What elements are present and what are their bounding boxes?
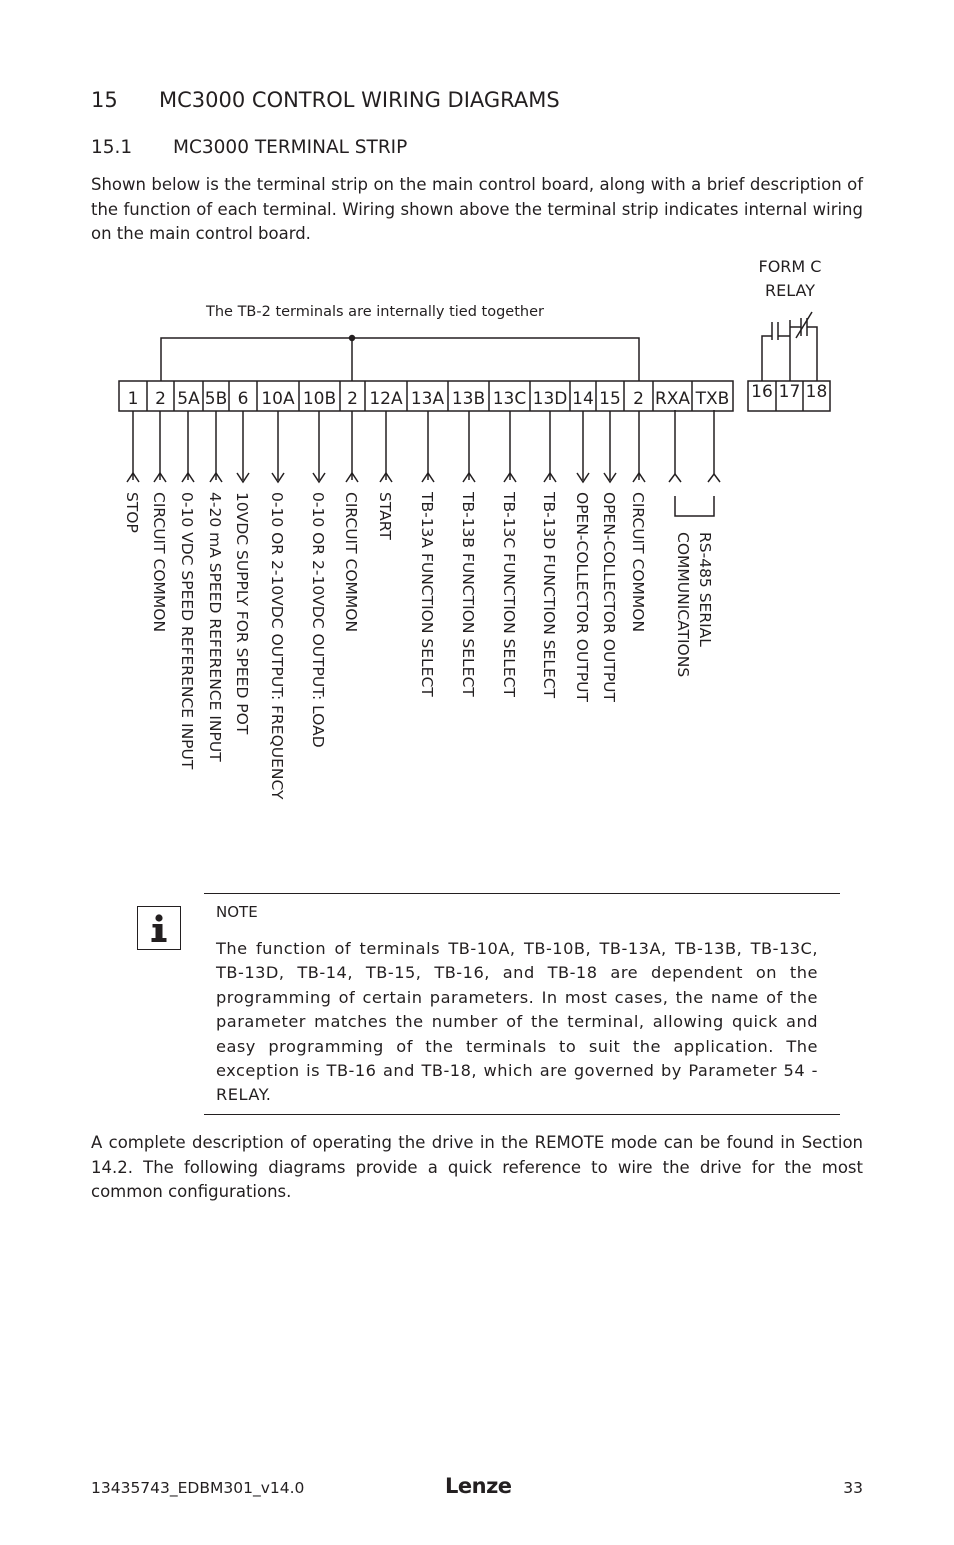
function-label: TB-13D FUNCTION SELECT [540,492,558,699]
function-label: TB-13A FUNCTION SELECT [418,492,436,697]
terminal-6: 6 [237,389,249,409]
terminal-leads [127,411,645,482]
relay-terminal-17: 17 [778,382,801,402]
tie-note: The TB-2 terminals are internally tied together [206,304,544,320]
relay-terminal-18: 18 [805,382,828,402]
lenze-logo: Lenze [445,1474,512,1498]
terminal-10a: 10A [261,389,295,409]
function-labels [123,491,647,800]
terminal-13a: 13A [410,389,445,409]
terminal-12a: 12A [369,389,403,409]
function-label: STOP [123,492,141,533]
outro-paragraph: A complete description of operating the drive in the REMOTE mode can be found in Section 14.2. The following diagrams provide a quick reference to wire the drive for the most common configurations. [91,1133,863,1201]
terminal-2: 2 [155,389,166,409]
terminal-13c: 13C [492,389,527,409]
function-label: CIRCUIT COMMON [150,492,168,633]
terminal-13b: 13B [451,389,486,409]
intro-paragraph: Shown below is the terminal strip on the main control board, along with a brief description of the function of each terminal. Wiring shown above the terminal strip indicates internal wiring on the main control board. [91,175,863,243]
rs485-label-line1: RS-485 SERIAL [696,532,714,647]
terminal-txb: TXB [695,389,730,409]
function-label: TB-13B FUNCTION SELECT [459,492,477,697]
terminal-5b: 5B [204,389,228,409]
function-label: OPEN-COLLECTOR OUTPUT [600,492,618,702]
function-label: CIRCUIT COMMON [342,492,360,633]
footer-doc-id: 13435743_EDBM301_v14.0 [91,1479,305,1497]
function-label: 0-10 VDC SPEED REFERENCE INPUT [178,492,196,770]
info-icon [137,906,181,950]
relay-terminal-16: 16 [751,382,773,402]
relay-terminal-strip [748,381,830,411]
note-title: NOTE [216,903,258,921]
terminal-1: 1 [127,389,139,409]
function-label: 10VDC SUPPLY FOR SPEED POT [233,492,251,735]
terminal-rxa: RXA [654,389,691,409]
function-label: 0-10 OR 2-10VDC OUTPUT: LOAD [309,492,327,748]
terminal-15: 15 [599,389,621,409]
note-text: The function of terminals TB-10A, TB-10B, TB-13A, TB-13B, TB-13C, TB-13D, TB-14, TB-15, TB-16, and TB-18 are dependent on the programming of certain parameters. In most cases, the name of the parameter matches the number of the terminal, allowing quick and easy programming of the terminals to suit the application. The exception is TB-16 and TB-18, which are governed by Parameter 54 - RELAY. [216,939,818,1105]
rs485-label-line2: COMMUNICATIONS [674,532,692,678]
function-label: 0-10 OR 2-10VDC OUTPUT: FREQUENCY [268,492,286,800]
page-number: 33 [843,1479,863,1497]
section-title: MC3000 CONTROL WIRING DIAGRAMS [159,88,560,112]
function-label: TB-13C FUNCTION SELECT [500,492,518,697]
subsection-title: MC3000 TERMINAL STRIP [173,137,408,158]
terminal-5a: 5A [177,389,200,409]
function-label: 4-20 mA SPEED REFERENCE INPUT [206,492,224,762]
terminal-strip [119,381,733,411]
rs485-bracket [669,410,720,516]
relay-label-line2: RELAY [765,281,815,300]
relay-contact-symbol [762,312,817,381]
terminal-2: 2 [633,389,644,409]
tb2-tie-bus [161,336,639,382]
terminal-10b: 10B [302,389,337,409]
relay-label-line1: FORM C [758,257,822,276]
terminal-13d: 13D [532,389,568,409]
function-label: START [376,492,394,540]
terminal-14: 14 [572,389,594,409]
section-number: 15 [91,88,118,112]
subsection-number: 15.1 [91,137,133,158]
function-label: OPEN-COLLECTOR OUTPUT [573,492,591,702]
terminal-2: 2 [347,389,358,409]
function-label: CIRCUIT COMMON [629,492,647,633]
